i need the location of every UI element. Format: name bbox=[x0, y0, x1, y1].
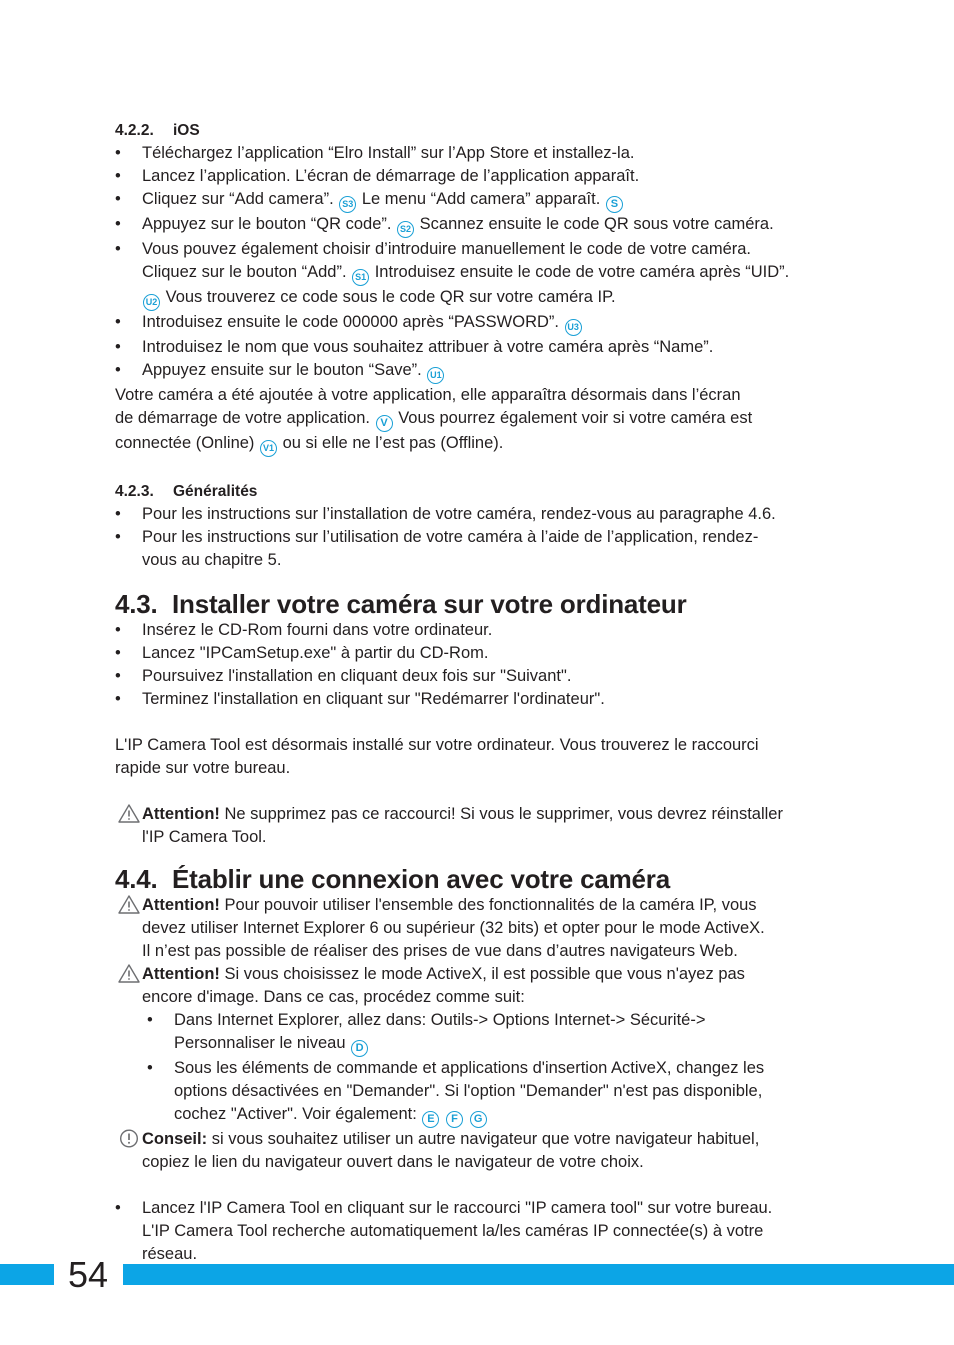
callout-badge: U1 bbox=[427, 367, 444, 384]
callout-badge: U2 bbox=[143, 294, 160, 311]
list-item: • Terminez l'installation en cliquant sur "Redémarrer l'ordinateur". bbox=[115, 688, 845, 711]
subsection-heading-ios: 4.2.2. iOS bbox=[115, 122, 200, 139]
launch-steps-list bbox=[115, 1197, 845, 1266]
attention-note: Attention! Pour pouvoir utiliser l'ensemble des fonctionnalités de la caméra IP, vous devez utiliser Internet Explorer 6 ou supérieur (32 bits) et opter pour le mode ActiveX. Il n’est pas possible de réaliser des prises de vue dans d’autres navigateurs Web. bbox=[115, 894, 845, 963]
list-item: • Vous pouvez également choisir d’introduire manuellement le code de votre caméra. Cliquez sur le bouton “Add”. S1 Introduisez ensuite le code de votre caméra après “UID”. U2 Vous trouverez ce code sous le code QR sur votre caméra IP. bbox=[115, 238, 845, 311]
section-heading-install: 4.3. Installer votre caméra sur votre ordinateur bbox=[115, 589, 687, 619]
list-item: • Sous les éléments de commande et applications d'insertion ActiveX, changez les options désactivées en "Demander". Si l'option "Demander" n'est pas disponible, cochez "Activer". Voir également: E F G bbox=[147, 1057, 845, 1128]
list-item: • Lancez l’application. L’écran de démarrage de l’application apparaît. bbox=[115, 165, 845, 188]
callout-badge: V1 bbox=[260, 440, 277, 457]
list-item: • Lancez "IPCamSetup.exe" à partir du CD-Rom. bbox=[115, 642, 845, 665]
generalites-list bbox=[115, 503, 845, 572]
warning-icon bbox=[118, 895, 140, 914]
list-item: • Appuyez sur le bouton “QR code”. S2 Scannez ensuite le code QR sous votre caméra. bbox=[115, 213, 845, 238]
attention-note: Attention! Ne supprimez pas ce raccourci! Si vous le supprimer, vous devrez réinstaller l'IP Camera Tool. bbox=[115, 803, 845, 849]
list-item: • Téléchargez l’application “Elro Install” sur l’App Store et installez-la. bbox=[115, 142, 845, 165]
list-item: • Cliquez sur “Add camera”. S3 Le menu “Add camera” apparaît. S bbox=[115, 188, 845, 213]
tip-note: Conseil: si vous souhaitez utiliser un autre navigateur que votre navigateur habituel, copiez le lien du navigateur ouvert dans le navigateur de votre choix. bbox=[115, 1128, 845, 1174]
page-number: 54 bbox=[68, 1254, 109, 1295]
ios-steps-list bbox=[115, 142, 845, 384]
callout-badge: E bbox=[422, 1111, 439, 1128]
list-item: • Introduisez le nom que vous souhaitez attribuer à votre caméra après “Name”. bbox=[115, 336, 845, 359]
section-heading-connection: 4.4. Établir une connexion avec votre caméra bbox=[115, 864, 670, 894]
callout-badge: V bbox=[376, 415, 393, 432]
callout-badge: F bbox=[446, 1111, 463, 1128]
install-steps-list bbox=[115, 619, 845, 711]
callout-badge: G bbox=[470, 1111, 487, 1128]
paragraph: Votre caméra a été ajoutée à votre application, elle apparaîtra désormais dans l’écran de démarrage de votre application. V Vous pourrez également voir si votre caméra est connectée (Online) V1 ou si elle ne l’est pas (Offline). bbox=[115, 384, 845, 457]
page-content bbox=[115, 119, 845, 1266]
callout-badge: U3 bbox=[565, 319, 582, 336]
list-item: • Introduisez ensuite le code 000000 après “PASSWORD”. U3 bbox=[115, 311, 845, 336]
callout-badge: D bbox=[351, 1040, 368, 1057]
list-item: • Poursuivez l'installation en cliquant deux fois sur "Suivant". bbox=[115, 665, 845, 688]
list-item: • Dans Internet Explorer, allez dans: Outils-> Options Internet-> Sécurité-> Personnaliser le niveau D bbox=[147, 1009, 845, 1057]
info-exclamation-icon bbox=[118, 1129, 140, 1148]
warning-icon bbox=[118, 804, 140, 823]
list-item: • Lancez l'IP Camera Tool en cliquant sur le raccourci "IP camera tool" sur votre bureau. L'IP Camera Tool recherche automatiquement la/les caméras IP connectée(s) à votre réseau. bbox=[115, 1197, 845, 1266]
paragraph: L'IP Camera Tool est désormais installé sur votre ordinateur. Vous trouverez le raccourci rapide sur votre bureau. bbox=[115, 736, 759, 777]
callout-badge: S bbox=[606, 196, 623, 213]
list-item: • Insérez le CD-Rom fourni dans votre ordinateur. bbox=[115, 619, 845, 642]
attention-note: Attention! Si vous choisissez le mode ActiveX, il est possible que vous n'ayez pas encore d'image. Dans ce cas, procédez comme suit: bbox=[115, 963, 845, 1009]
list-item: • Appuyez ensuite sur le bouton “Save”. U1 bbox=[115, 359, 845, 384]
list-item: • Pour les instructions sur l’installation de votre caméra, rendez-vous au paragraphe 4.6. bbox=[115, 503, 845, 526]
warning-icon bbox=[118, 964, 140, 983]
list-item: • Pour les instructions sur l’utilisation de votre caméra à l’aide de l’application, rendez- vous au chapitre 5. bbox=[115, 526, 845, 572]
subsection-heading-generalites: 4.2.3. Généralités bbox=[115, 483, 258, 500]
callout-badge: S1 bbox=[352, 269, 369, 286]
callout-badge: S2 bbox=[397, 221, 414, 238]
footer-bar bbox=[0, 1264, 954, 1285]
callout-badge: S3 bbox=[339, 196, 356, 213]
activex-steps-list bbox=[115, 1009, 845, 1128]
